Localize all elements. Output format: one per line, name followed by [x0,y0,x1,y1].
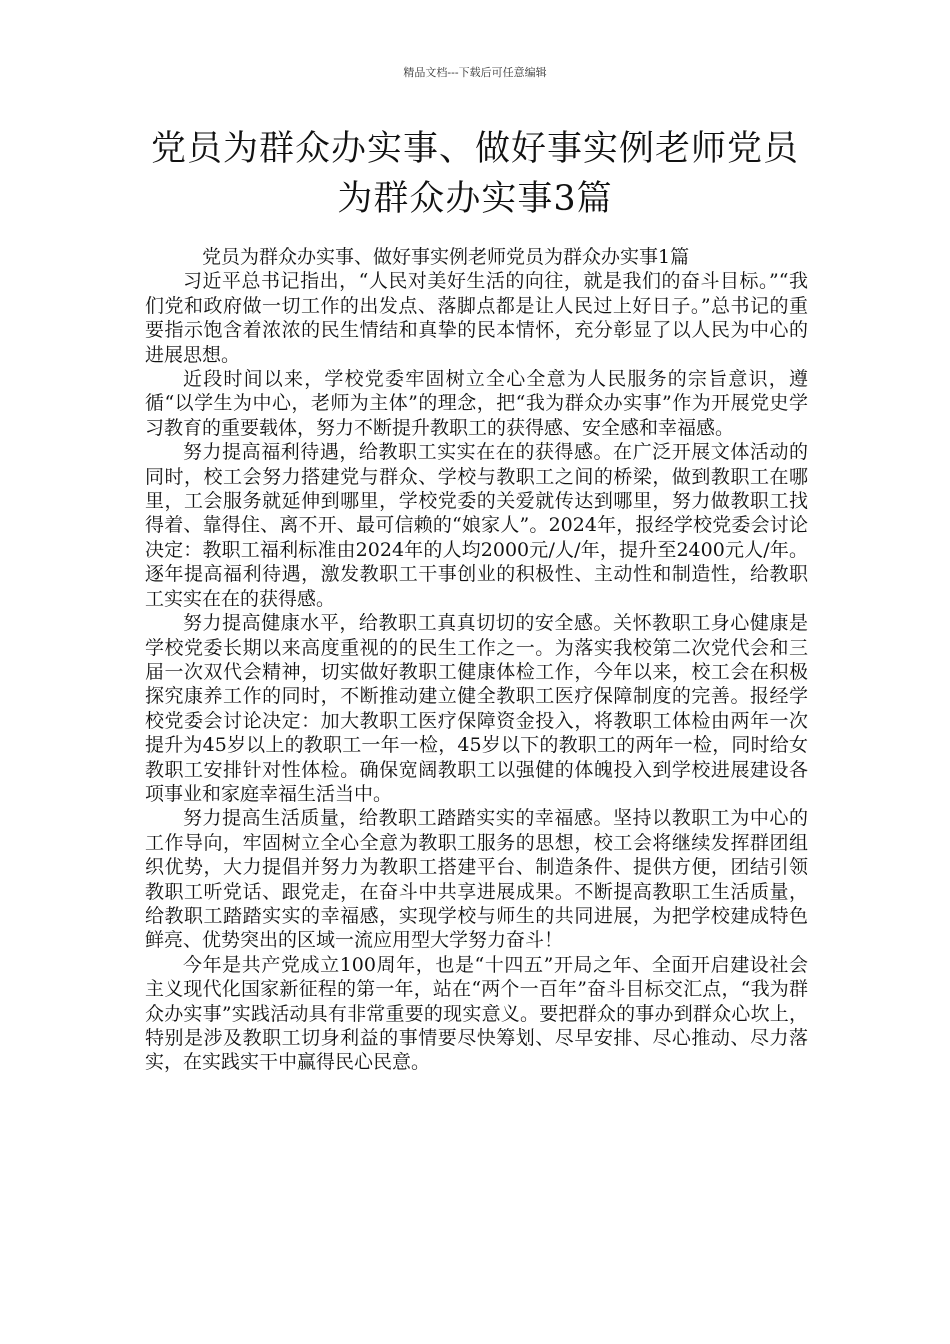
body-paragraph-5: 努力提高生活质量，给教职工踏踏实实的幸福感。坚持以教职工为中心的工作导向，牢固树立全心全意为教职工服务的思想，校工会将继续发挥群团组织优势，大力提倡并努力为教职工搭建平台、制造条件、提供方便，团结引领教职工听党话、跟党走，在奋斗中共享进展成果。不断提高教职工生活质量，给教职工踏踏实实的幸福感，实现学校与师生的共同进展，为把学校建成特色鲜亮、优势突出的区域一流应用型大学努力奋斗！ [145,807,808,952]
body-paragraph-2: 近段时间以来，学校党委牢固树立全心全意为人民服务的宗旨意识，遵循“以学生为中心，老师为主体”的理念，把“我为群众办实事”作为开展党史学习教育的重要载体，努力不断提升教职工的获得感、安全感和幸福感。 [145,368,808,439]
body-paragraph-3: 努力提高福利待遇，给教职工实实在在的获得感。在广泛开展文体活动的同时，校工会努力搭建党与群众、学校与教职工之间的桥梁，做到教职工在哪里，工会服务就延伸到哪里，学校党委的关爱就传达到哪里，努力做教职工找得着、靠得住、离不开、最可信赖的“娘家人”。2024年，报经学校党委会讨论决定：教职工福利标准由2024年的人均2000元/人/年，提升至2400元人/年。逐年提高福利待遇，激发教职工干事创业的积极性、主动性和制造性，给教职工实实在在的获得感。 [145,441,808,610]
document-body [145,245,808,1075]
body-paragraph-6: 今年是共产党成立100周年，也是“十四五”开局之年、全面开启建设社会主义现代化国家新征程的第一年，站在“两个一百年”奋斗目标交汇点，“我为群众办实事”实践活动具有非常重要的现实意义。要把群众的事办到群众心坎上，特别是涉及教职工切身利益的事情要尽快筹划、尽早安排、尽心推动、尽力落实，在实践实干中赢得民心民意。 [145,953,808,1074]
page-header-note: 精品文档---下载后可任意编辑 [403,66,547,79]
subtitle-paragraph: 党员为群众办实事、做好事实例老师党员为群众办实事1篇 [202,246,690,268]
document-title: 党员为群众办实事、做好事实例老师党员为群众办实事3篇 [150,129,799,219]
body-paragraph-1: 习近平总书记指出，“人民对美好生活的向往，就是我们的奋斗目标。”“我们党和政府做一切工作的出发点、落脚点都是让人民过上好日子。”总书记的重要指示饱含着浓浓的民生情结和真挚的民本情怀，充分彰显了以人民为中心的进展思想。 [145,270,808,366]
body-paragraph-4: 努力提高健康水平，给教职工真真切切的安全感。关怀教职工身心健康是学校党委长期以来高度重视的的民生工作之一。为落实我校第二次党代会和三届一次双代会精神，切实做好教职工健康体检工作，今年以来，校工会在积极探究康养工作的同时，不断推动建立健全教职工医疗保障制度的完善。报经学校党委会讨论决定：加大教职工医疗保障资金投入，将教职工体检由两年一次提升为45岁以上的教职工一年一检，45岁以下的教职工的两年一检，同时给女教职工安排针对性体检。确保宽阔教职工以强健的体魄投入到学校进展建设各项事业和家庭幸福生活当中。 [145,612,808,805]
